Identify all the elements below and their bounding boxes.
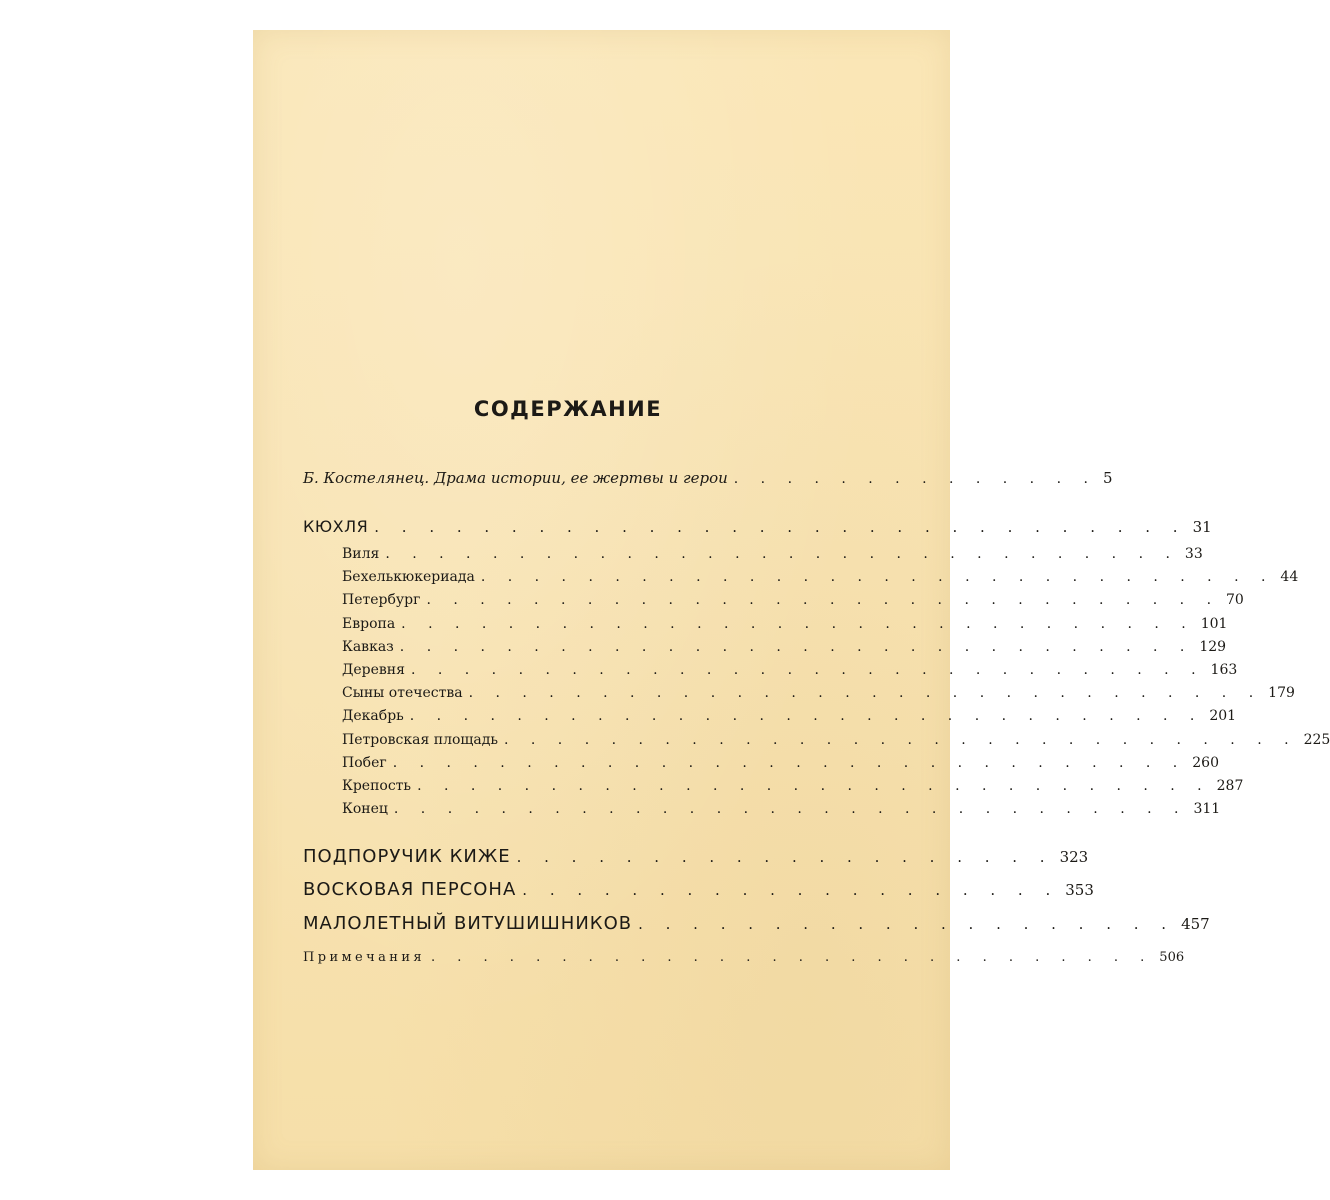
toc-chapter-label: Европа xyxy=(342,616,396,632)
toc-page-number: 179 xyxy=(1268,685,1295,701)
dot-leader: . . . . . . . . . . . . . . . . . . . . . . . . . . . . . . xyxy=(417,778,1211,794)
toc-entry-label: МАЛОЛЕТНЫЙ ВИТУШИШНИКОВ xyxy=(303,913,633,934)
toc-page-number: 287 xyxy=(1216,778,1244,794)
toc-chapter xyxy=(342,801,1221,817)
toc-entry-label: Примечания xyxy=(303,950,426,965)
toc-chapter-label: Крепость xyxy=(342,778,412,794)
toc-page-number: 33 xyxy=(1184,546,1203,562)
toc-entry-intro xyxy=(303,469,1113,487)
dot-leader: . . . . . . . . . . . . . . . . . . . . . . . . . . . . . . xyxy=(401,616,1195,632)
toc-page-number: 506 xyxy=(1159,950,1185,965)
toc-chapter xyxy=(342,639,1227,655)
toc-chapter-label: Петербург xyxy=(342,592,421,608)
toc-chapter-label: Петровская площадь xyxy=(342,732,498,748)
dot-leader: . . . . . . . . . . . . . . xyxy=(733,471,1097,487)
toc-chapter xyxy=(342,662,1238,678)
toc-page-number: 201 xyxy=(1209,708,1237,724)
dot-leader: . . . . . . . . . . . . . . . . . . . . . . . . . . . . xyxy=(431,950,1154,965)
dot-leader: . . . . . . . . . . . . . . . . . . . . . . . . . . . . . . xyxy=(480,569,1275,585)
toc-chapter-label: Кавказ xyxy=(342,639,394,655)
toc-page-number: 225 xyxy=(1303,732,1330,748)
toc-page-number: 457 xyxy=(1181,915,1210,933)
toc-chapter xyxy=(342,708,1237,724)
toc-chapter xyxy=(342,546,1203,562)
toc-entry-label: КЮХЛЯ xyxy=(303,517,369,536)
toc-chapter-label: Декабрь xyxy=(342,708,404,724)
dot-leader: . . . . . . . . . . . . . . . . . . . . xyxy=(516,848,1054,866)
toc-chapter xyxy=(342,685,1295,701)
toc-chapter-label: Сыны отечества xyxy=(342,685,463,701)
toc-entry-part xyxy=(303,913,1210,934)
book-page xyxy=(253,30,1330,1170)
toc-page-number: 129 xyxy=(1199,639,1227,655)
toc-chapter-label: Бехелькюкериада xyxy=(342,569,475,585)
dot-leader: . . . . . . . . . . . . . . . . . . . . . . . . . . . . . . xyxy=(399,639,1194,655)
dot-leader: . . . . . . . . . . . . . . . . . . . . . . . . . . . . . . xyxy=(468,685,1263,701)
page-title: СОДЕРЖАНИЕ xyxy=(473,397,663,421)
dot-leader: . . . . . . . . . . . . . . . . . . . . . . . . . . . . . . xyxy=(410,662,1205,678)
toc-page-number: 44 xyxy=(1280,569,1299,585)
dot-leader: . . . . . . . . . . . . . . . . . . . . . . . . . . . . . . xyxy=(392,755,1187,771)
toc-chapter-label: Конец xyxy=(342,801,388,817)
toc-chapter-label: Виля xyxy=(342,546,380,562)
toc-entry-label: Б. Костелянец. Драма истории, ее жертвы и герои xyxy=(303,469,728,487)
toc-entry-kyukhlya xyxy=(303,517,1212,536)
toc-chapter-label: Деревня xyxy=(342,662,405,678)
toc-entry-part xyxy=(303,846,1089,867)
toc-page-number: 260 xyxy=(1192,755,1219,771)
toc-entry-part xyxy=(303,879,1094,900)
dot-leader: . . . . . . . . . . . . . . . . . . . . . . . . . . . . . . xyxy=(393,801,1188,817)
dot-leader: . . . . . . . . . . . . . . . . . . . . . . . . . . . . . . xyxy=(385,546,1179,562)
dot-leader: . . . . . . . . . . . . . . . . . . . . xyxy=(638,915,1176,933)
toc-entry-label: ПОДПОРУЧИК КИЖЕ xyxy=(303,846,511,867)
toc-entry-label: ВОСКОВАЯ ПЕРСОНА xyxy=(303,879,517,900)
dot-leader: . . . . . . . . . . . . . . . . . . . . . . . . . . . . . . xyxy=(426,592,1221,608)
dot-leader: . . . . . . . . . . . . . . . . . . . . . . . . . . . . . . xyxy=(409,708,1204,724)
dot-leader: . . . . . . . . . . . . . . . . . . . . . . . . . . . . . . xyxy=(504,732,1298,748)
toc-page-number: 163 xyxy=(1210,662,1238,678)
toc-chapter xyxy=(342,569,1299,585)
toc-chapter-label: Побег xyxy=(342,755,387,771)
toc-page-number: 5 xyxy=(1102,469,1113,487)
toc-chapter xyxy=(342,778,1244,794)
dot-leader: . . . . . . . . . . . . . . . . . . . . xyxy=(522,881,1060,899)
toc-page-number: 311 xyxy=(1193,801,1221,817)
toc-chapter xyxy=(342,616,1228,632)
toc-page-number: 70 xyxy=(1226,592,1244,608)
toc-page-number: 323 xyxy=(1059,848,1089,866)
toc-page-number: 101 xyxy=(1200,616,1228,632)
toc-chapter xyxy=(342,592,1244,608)
toc-page-number: 353 xyxy=(1065,881,1094,899)
toc-chapter xyxy=(342,732,1330,748)
toc-chapter xyxy=(342,755,1219,771)
toc-entry-notes xyxy=(303,950,1185,965)
dot-leader: . . . . . . . . . . . . . . . . . . . . . . . . . . . . . . xyxy=(374,518,1187,536)
toc-page-number: 31 xyxy=(1192,518,1212,536)
